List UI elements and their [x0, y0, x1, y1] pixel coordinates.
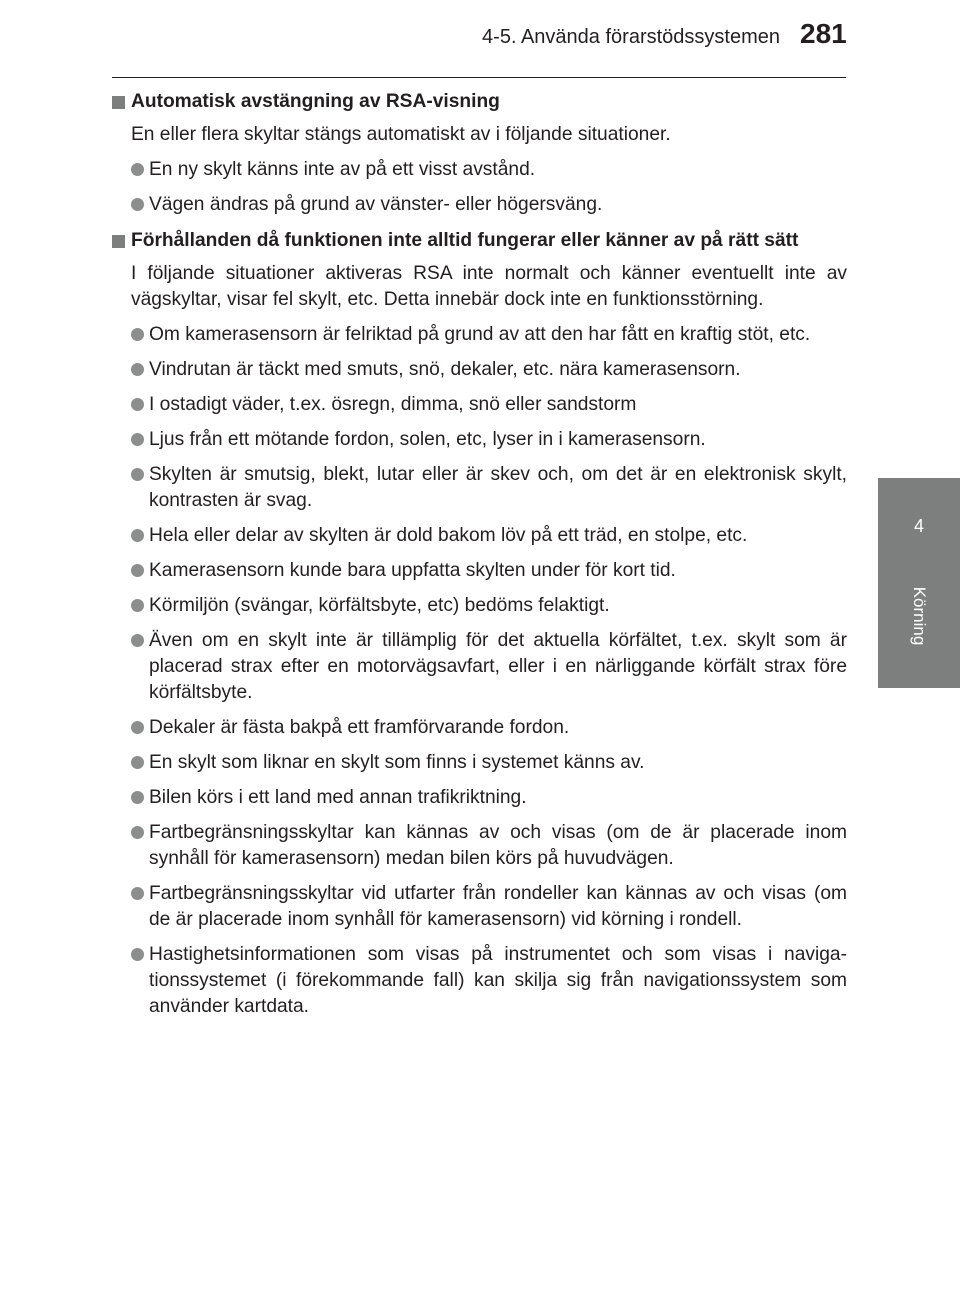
- circle-bullet-icon: [131, 198, 144, 211]
- list-item: [112, 462, 847, 514]
- list-item-text: Vägen ändras på grund av vänster- eller högersväng.: [149, 194, 603, 215]
- list-item: [112, 942, 847, 1020]
- list-item: [112, 750, 847, 776]
- section-heading-text: Automatisk avstängning av RSA-visning: [131, 91, 500, 112]
- circle-bullet-icon: [131, 163, 144, 176]
- page-content: [112, 89, 847, 1020]
- chapter-tab: [878, 478, 960, 688]
- list-item-text: Skylten är smutsig, blekt, lutar eller är skev och, om det är en elektronisk skylt, kontrasten är svag.: [149, 464, 847, 511]
- section-heading: [112, 89, 847, 115]
- list-item: [112, 392, 847, 418]
- list-item-text: Vindrutan är täckt med smuts, snö, dekaler, etc. nära kamerasensorn.: [149, 359, 741, 380]
- section-title: 4-5. Använda förarstödssystemen: [482, 26, 780, 48]
- section-intro: I följande situationer aktiveras RSA inte normalt och känner eventuellt inte av vägskyltar, visar fel skylt, etc. Detta innebär dock inte en funktionsstörning.: [131, 263, 847, 310]
- circle-bullet-icon: [131, 564, 144, 577]
- list-item: [112, 322, 847, 348]
- circle-bullet-icon: [131, 328, 144, 341]
- circle-bullet-icon: [131, 433, 144, 446]
- list-item: [112, 593, 847, 619]
- list-item: [112, 785, 847, 811]
- circle-bullet-icon: [131, 948, 144, 961]
- list-item: [112, 523, 847, 549]
- circle-bullet-icon: [131, 826, 144, 839]
- list-item-text: I ostadigt väder, t.ex. ösregn, dimma, snö eller sandstorm: [149, 394, 637, 415]
- list-item-text: Dekaler är fästa bakpå ett framförvarande fordon.: [149, 717, 570, 738]
- list-item-text: En skylt som liknar en skylt som finns i systemet känns av.: [149, 752, 645, 773]
- circle-bullet-icon: [131, 721, 144, 734]
- circle-bullet-icon: [131, 887, 144, 900]
- list-item-text: Körmiljön (svängar, körfältsbyte, etc) bedöms felaktigt.: [149, 595, 610, 616]
- list-item-text: Även om en skylt inte är tillämplig för det aktuella körfältet, t.ex. skylt som är placerad strax efter en motorvägsavfart, eller i en närliggande körfält strax före körfältsbyte.: [149, 630, 847, 703]
- circle-bullet-icon: [131, 634, 144, 647]
- section-heading: [112, 228, 847, 254]
- list-item-text: Ljus från ett mötande fordon, solen, etc, lyser in i kamerasensorn.: [149, 429, 706, 450]
- circle-bullet-icon: [131, 599, 144, 612]
- header-divider: [112, 77, 846, 78]
- list-item-text: Kamerasensorn kunde bara uppfatta skylten under för kort tid.: [149, 560, 676, 581]
- circle-bullet-icon: [131, 529, 144, 542]
- list-item: [112, 357, 847, 383]
- list-item: [112, 427, 847, 453]
- section-intro: En eller flera skyltar stängs automatiskt av i följande situationer.: [131, 124, 671, 145]
- list-item-text: En ny skylt känns inte av på ett visst avstånd.: [149, 159, 536, 180]
- list-item: [112, 192, 847, 218]
- list-item-text: Fartbegränsningsskyltar kan kännas av och visas (om de är placerade inom synhåll för kamerasensorn) medan bilen körs på huvudvägen.: [149, 822, 847, 869]
- list-item: [112, 820, 847, 872]
- page-number: 281: [800, 18, 847, 49]
- circle-bullet-icon: [131, 398, 144, 411]
- circle-bullet-icon: [131, 756, 144, 769]
- circle-bullet-icon: [131, 791, 144, 804]
- list-item: [112, 157, 847, 183]
- list-item-text: Hela eller delar av skylten är dold bakom löv på ett träd, en stolpe, etc.: [149, 525, 748, 546]
- circle-bullet-icon: [131, 468, 144, 481]
- list-item-text: Om kamerasensorn är felriktad på grund av att den har fått en kraftig stöt, etc.: [149, 324, 811, 345]
- list-item: [112, 558, 847, 584]
- square-bullet-icon: [112, 235, 125, 248]
- circle-bullet-icon: [131, 363, 144, 376]
- list-item: [112, 715, 847, 741]
- square-bullet-icon: [112, 96, 125, 109]
- list-item: [112, 628, 847, 706]
- list-item-text: Bilen körs i ett land med annan trafikriktning.: [149, 787, 527, 808]
- list-item: [112, 881, 847, 933]
- list-item-text: Hastighetsinformationen som visas på instrumentet och som visas i naviga- tionssystemet (i förekommande fall) kan skilja sig från navigationssystem som använder kartdata.: [149, 944, 847, 1017]
- chapter-label: Körning: [910, 586, 929, 646]
- list-item-text: Fartbegränsningsskyltar vid utfarter från rondeller kan kännas av och visas (om de är placerade inom synhåll för kamerasensorn) vid körning i rondell.: [149, 883, 847, 930]
- chapter-number: 4: [913, 516, 924, 536]
- section-heading-text: Förhållanden då funktionen inte alltid fungerar eller känner av på rätt sätt: [131, 230, 799, 251]
